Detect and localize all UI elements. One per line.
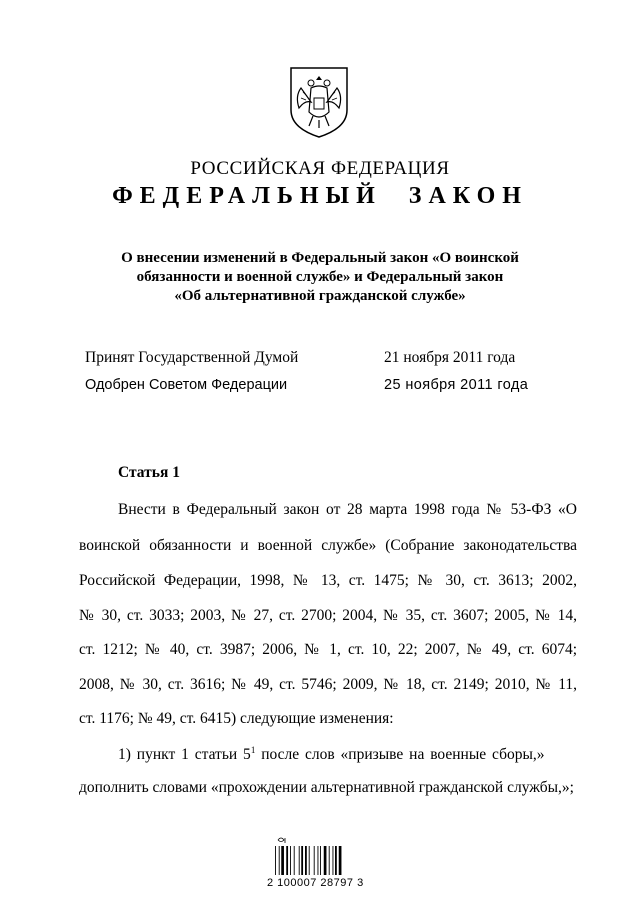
duma-adoption-label: Принят Государственной Думой (85, 349, 299, 366)
coat-of-arms-emblem-icon (287, 66, 351, 139)
article-text-line: 2008, № 30, ст. 3616; № 49, ст. 5746; 2009, № 18, ст. 2149; 2010, № 11, (79, 676, 577, 693)
law-title-line: О внесении изменений в Федеральный закон «О воинской (121, 250, 519, 266)
amendment-item-1 (118, 746, 545, 764)
article-text-line: Внести в Федеральный закон от 28 марта 1998 года № 53-ФЗ «О (118, 501, 577, 518)
council-approval-label: Одобрен Советом Федерации (85, 377, 288, 393)
barcode-icon (273, 836, 365, 876)
law-title (100, 249, 540, 306)
article-number-superscript: 1 (250, 745, 256, 755)
amendment-item-1-end: после слов «призыве на военные сборы,» (255, 746, 545, 763)
country-name: РОССИЙСКАЯ ФЕДЕРАЦИЯ (190, 158, 450, 179)
article-text-line: ст. 1212; № 40, ст. 3987; 2006, № 1, ст. 10, 22; 2007, № 49, ст. 6074; (79, 641, 577, 658)
document-type-heading: ФЕДЕРАЛЬНЫЙ ЗАКОН (112, 183, 528, 209)
article-text-line: воинской обязанности и военной службе» (Собрание законодательства (79, 537, 577, 554)
article-text-line: № 30, ст. 3033; 2003, № 27, ст. 2700; 2004, № 35, ст. 3607; 2005, № 14, (79, 607, 577, 624)
law-title-line: обязанности и военной службе» и Федеральный закон (136, 269, 504, 285)
amendment-item-1-start: 1) пункт 1 статьи 5 (118, 746, 251, 763)
article-heading: Статья 1 (118, 464, 180, 481)
duma-adoption-date: 21 ноября 2011 года (384, 349, 516, 366)
barcode-number: 2 100007 28797 3 (267, 877, 364, 889)
amendment-item-1-continuation: дополнить словами «прохождении альтернативной гражданской службы,»; (79, 779, 574, 796)
council-approval-date: 25 ноября 2011 года (384, 377, 529, 393)
article-text-line: ст. 1176; № 49, ст. 6415) следующие изменения: (79, 710, 394, 727)
law-title-line: «Об альтернативной гражданской службе» (174, 288, 466, 304)
article-text-line: Российской Федерации, 1998, № 13, ст. 1475; № 30, ст. 3613; 2002, (79, 572, 577, 589)
